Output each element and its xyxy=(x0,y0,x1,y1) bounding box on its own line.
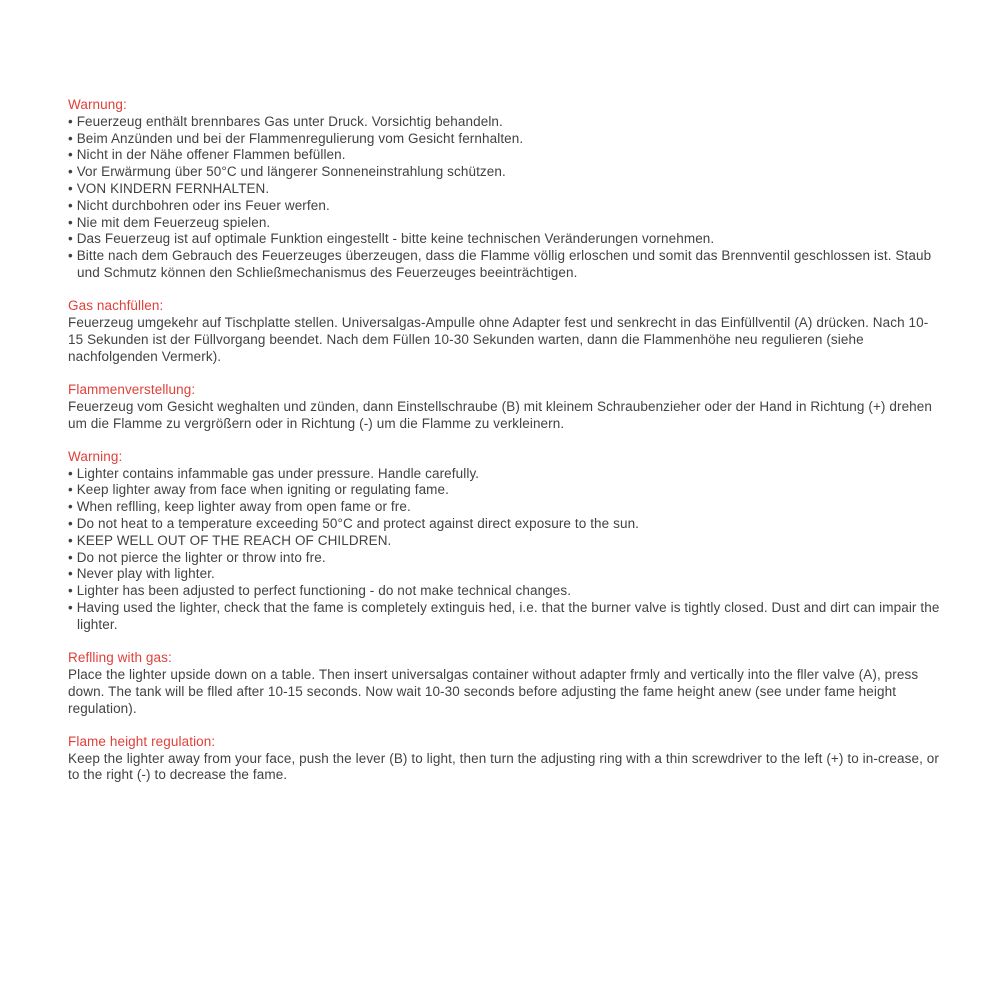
bullet-text: Nicht durchbohren oder ins Feuer werfen. xyxy=(76,197,330,213)
section-paragraph: Keep the lighter away from your face, push the lever (B) to light, then turn the adjusting ring with a thin screwdriver to the left (+) to in-crease, or to the right (-) to decrease the fame. xyxy=(68,750,939,783)
bullet-icon: • xyxy=(68,197,77,213)
bullet-item xyxy=(68,516,940,533)
bullet-icon: • xyxy=(68,482,77,498)
instruction-section xyxy=(68,298,940,365)
bullet-text: Do not heat to a temperature exceeding 50°C and protect against direct exposure to the sun. xyxy=(76,516,640,532)
bullet-item xyxy=(68,600,940,634)
section-heading: Flammenverstellung: xyxy=(68,381,196,397)
section-heading: Flame height regulation: xyxy=(68,733,216,749)
bullet-item xyxy=(68,231,940,248)
section-heading: Warnung: xyxy=(68,97,127,112)
bullet-icon: • xyxy=(68,600,77,616)
bullet-text: Never play with lighter. xyxy=(76,566,215,582)
bullet-icon: • xyxy=(68,549,77,565)
bullet-text: Feuerzeug enthält brennbares Gas unter Druck. Vorsichtig behandeln. xyxy=(76,113,503,129)
bullet-text: VON KINDERN FERNHALTEN. xyxy=(76,180,270,196)
bullet-item xyxy=(68,114,940,131)
bullet-text: Beim Anzünden und bei der Flammenregulierung vom Gesicht fernhalten. xyxy=(76,130,524,146)
instruction-section xyxy=(68,650,940,717)
bullet-item xyxy=(68,566,940,583)
bullet-text: When reflling, keep lighter away from open fame or fre. xyxy=(76,499,411,515)
bullet-icon: • xyxy=(68,532,77,548)
bullet-text: Lighter has been adjusted to perfect functioning - do not make technical changes. xyxy=(76,583,572,599)
bullet-item xyxy=(68,533,940,550)
bullet-item xyxy=(68,583,940,600)
section-heading: Warning: xyxy=(68,448,123,464)
bullet-item xyxy=(68,164,940,181)
bullet-item xyxy=(68,131,940,148)
bullet-item xyxy=(68,482,940,499)
bullet-icon: • xyxy=(68,130,77,146)
bullet-icon: • xyxy=(68,566,77,582)
bullet-text: Nie mit dem Feuerzeug spielen. xyxy=(76,214,271,230)
bullet-text: Lighter contains infammable gas under pressure. Handle carefully. xyxy=(76,465,480,481)
bullet-item xyxy=(68,248,940,282)
bullet-item xyxy=(68,215,940,232)
bullet-text: Having used the lighter, check that the fame is completely extinguis hed, i.e. that the burner valve is tightly closed. Dust and dirt can impair the lighter. xyxy=(76,600,940,632)
bullet-icon: • xyxy=(68,147,77,163)
bullet-icon: • xyxy=(68,180,77,196)
section-paragraph: Place the lighter upside down on a table. Then insert universalgas container without adapter frmly and vertically into the fller valve (A), press down. The tank will be flled after 10-15 seconds. Now wait 10-30 seconds before adjusting the fame height anew (see under fame height regulation). xyxy=(68,666,919,716)
bullet-icon: • xyxy=(68,516,77,532)
instruction-section xyxy=(68,97,940,282)
instruction-section xyxy=(68,449,940,634)
bullet-item xyxy=(68,198,940,215)
bullet-icon: • xyxy=(68,214,77,230)
bullet-item xyxy=(68,550,940,567)
section-heading: Gas nachfüllen: xyxy=(68,298,164,314)
bullet-item xyxy=(68,181,940,198)
instruction-text-block xyxy=(68,97,940,784)
bullet-text: Do not pierce the lighter or throw into fre. xyxy=(76,549,326,565)
section-heading: Reflling with gas: xyxy=(68,650,172,666)
section-paragraph: Feuerzeug umgekehr auf Tischplatte stellen. Universalgas-Ampulle ohne Adapter fest und senkrecht in das Einfüllventil (A) drücken. Nach 10-15 Sekunden ist der Füllvorgang beendet. Nach dem Füllen 10-30 Sekunden warten, dann die Flammenhöhe neu regulieren (siehe nachfolgenden Vermerk). xyxy=(68,315,929,364)
bullet-icon: • xyxy=(68,113,77,129)
instruction-section xyxy=(68,734,940,784)
bullet-text: Das Feuerzeug ist auf optimale Funktion eingestellt - bitte keine technischen Veränderungen vornehmen. xyxy=(76,231,715,247)
bullet-icon: • xyxy=(68,248,77,264)
bullet-text: Bitte nach dem Gebrauch des Feuerzeuges überzeugen, dass die Flamme völlig erloschen und somit das Brennventil geschlossen ist. Staub und Schmutz können den Schließmechanismus des Feuerzeuges beeinträchtigen. xyxy=(76,248,932,280)
bullet-icon: • xyxy=(68,164,77,180)
bullet-text: Keep lighter away from face when igniting or regulating fame. xyxy=(76,482,449,498)
bullet-icon: • xyxy=(68,499,77,515)
bullet-text: Vor Erwärmung über 50°C und längerer Sonneneinstrahlung schützen. xyxy=(76,164,506,180)
instruction-section xyxy=(68,382,940,432)
bullet-text: Nicht in der Nähe offener Flammen befüllen. xyxy=(76,147,346,163)
bullet-item xyxy=(68,499,940,516)
section-paragraph: Feuerzeug vom Gesicht weghalten und zünden, dann Einstellschraube (B) mit kleinem Schraubenzieher oder der Hand in Richtung (+) drehen um die Flamme zu vergrößern oder in Richtung (-) um die Flamme zu verkleinern. xyxy=(68,398,933,431)
bullet-icon: • xyxy=(68,465,77,481)
bullet-item xyxy=(68,147,940,164)
bullet-text: KEEP WELL OUT OF THE REACH OF CHILDREN. xyxy=(76,532,392,548)
bullet-icon: • xyxy=(68,231,77,247)
bullet-icon: • xyxy=(68,583,77,599)
bullet-item xyxy=(68,466,940,483)
